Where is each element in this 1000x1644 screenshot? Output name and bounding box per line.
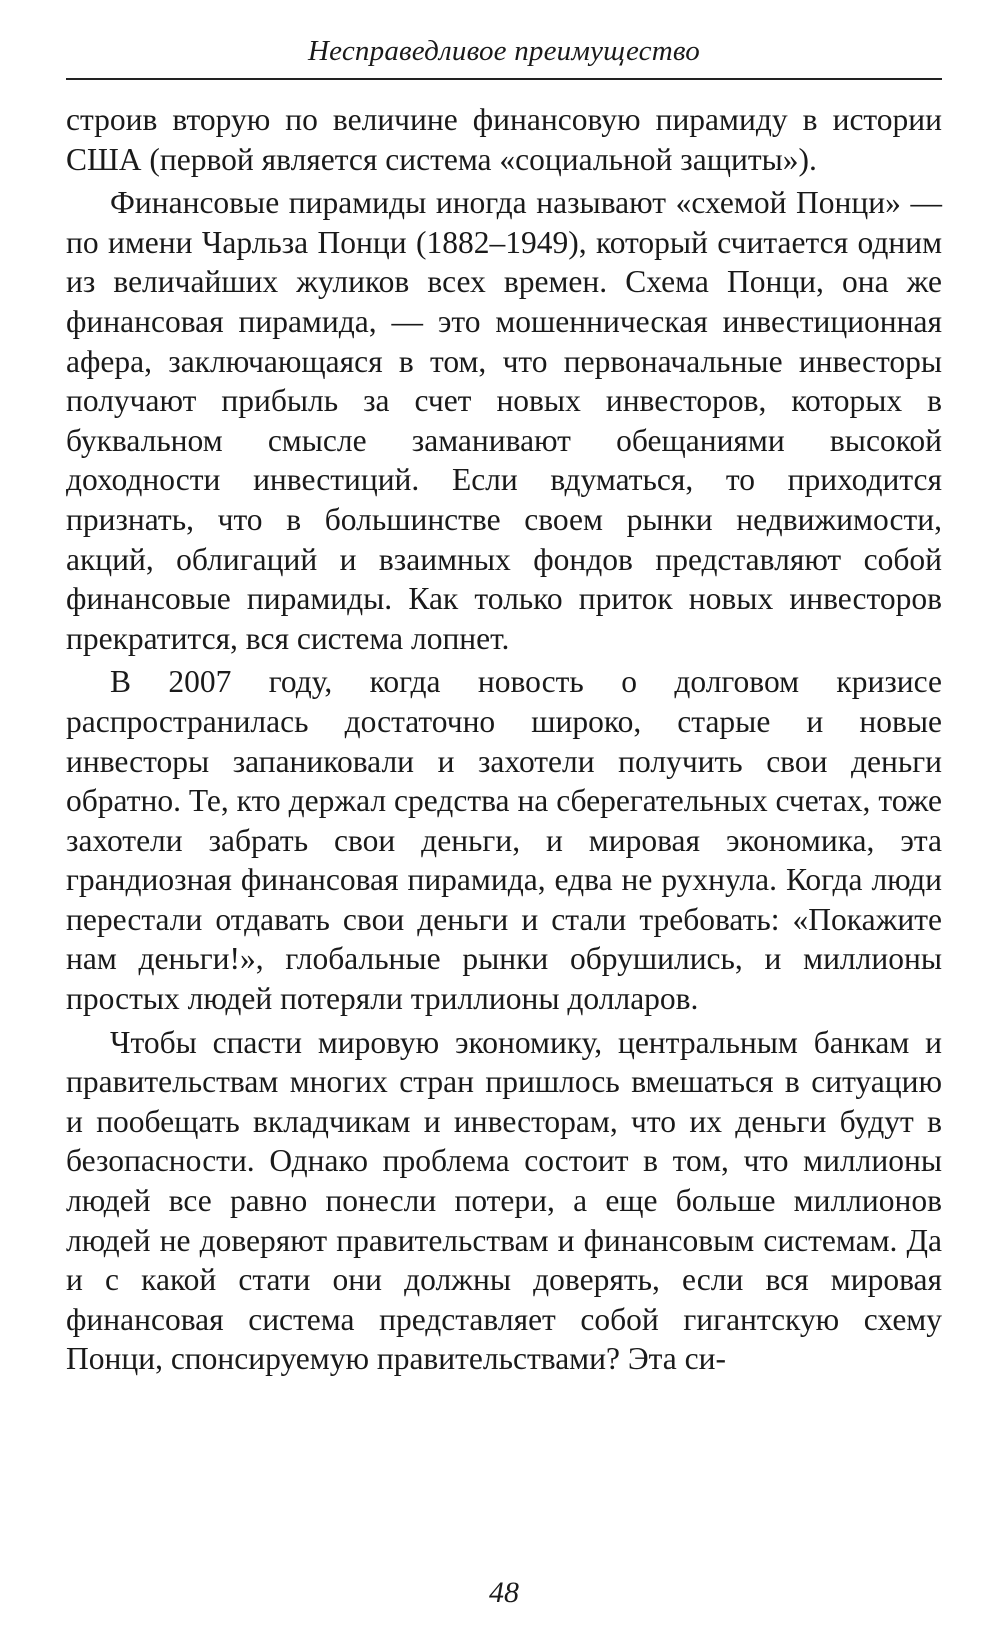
running-header: Несправедливое преимущество [308,35,700,67]
paragraph: В 2007 году, когда новость о долговом кризисе распространилась достаточно широко, старые и новые инвесторы запаниковали и захотели получить свои деньги обратно. Те, кто держал средства на сберегательных счетах, тоже захотели забрать свои деньги, и мировая экономика, эта грандиозная финансовая пирамида, едва не рухнула. Когда люди перестали отдавать свои деньги и стали требовать: «Покажите нам деньги!», глобальные рынки обрушились, и миллионы простых людей потеряли триллионы долларов. [66,664,942,1017]
header-rule [66,78,942,80]
page-number: 48 [489,1576,519,1609]
paragraph: Финансовые пирамиды иногда называют «схемой Понци» — по имени Чарльза Понци (1882–1949), который считается одним из величайших жуликов всех времен. Схема Понци, она же финансовая пирамида, — это мошенническая инвестиционная афера, заключающаяся в том, что первоначальные инвесторы получают прибыль за счет новых инвесторов, которых в буквальном смысле заманивают обещаниями высокой доходности инвестиций. Если вдуматься, то приходится признать, что в большинстве своем рынки недвижимости, акций, облигаций и взаимных фондов представляют собой финансовые пирамиды. Как только приток новых инвесторов прекратится, вся система лопнет. [66,185,942,656]
paragraph: Чтобы спасти мировую экономику, центральным банкам и правительствам многих стран пришлось вмешаться в ситуацию и пообещать вкладчикам и инвесторам, что их деньги будут в безопасности. Однако проблема состоит в том, что миллионы людей все равно понесли потери, а еще больше миллионов людей не доверяют правительствам и финансовым системам. Да и с какой стати они должны доверять, если вся мировая финансовая система представляет собой гигантскую схему Понци, спонсируемую правительствами? Эта си- [66,1024,942,1377]
body-text [66,100,942,1379]
paragraph-continuation: строив вторую по величине финансовую пирамиду в истории США (первой является система «социальной защиты»). [66,102,942,177]
